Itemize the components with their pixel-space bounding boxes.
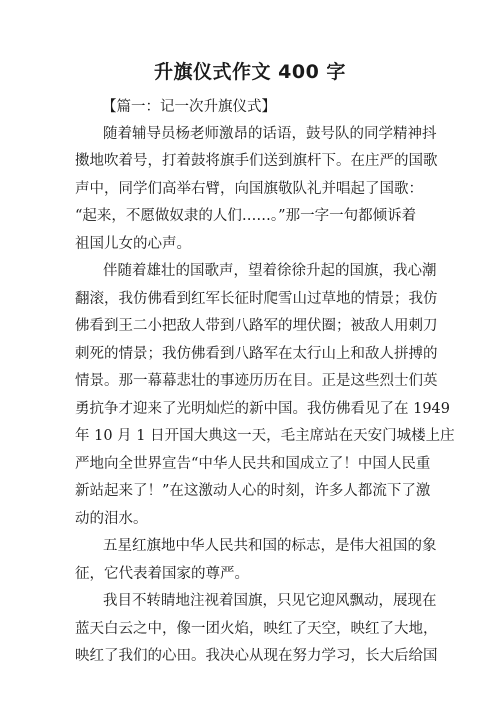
paragraph-line: 五星红旗地中华人民共和国的标志，是伟大祖国的象: [103, 538, 437, 554]
paragraph-line: 刺死的情景；我仿佛看到八路军在太行山上和敌人拼搏的: [75, 346, 438, 362]
paragraph-line: 勇抗争才迎来了光明灿烂的新中国。我仿佛看见了在 1949: [75, 401, 451, 417]
paragraph-line: 新站起来了！”在这激动人心的时刻，许多人都流下了激: [75, 483, 431, 499]
paragraph-line: 佛看到王二小把敌人带到八路军的埋伏圈；被敌人用刺刀: [75, 318, 438, 334]
paragraph-line: 严地向全世界宣告“中华人民共和国成立了！中国人民重: [75, 456, 431, 472]
paragraph-line: 擞地吹着号，打着鼓将旗手们送到旗杆下。在庄严的国歌: [75, 153, 438, 169]
paragraph-line: 翻滚，我仿佛看到红军长征时爬雪山过草地的情景；我仿: [75, 291, 438, 307]
paragraph-line: “起来，不愿做奴隶的人们……。”那一字一句都倾诉着: [75, 208, 417, 224]
paragraph-line: 征，它代表着国家的尊严。: [75, 566, 249, 582]
paragraph-line: 声中，同学们高举右臂，向国旗敬队礼并唱起了国歌：: [75, 181, 423, 197]
page-title: 升旗仪式作文 400 字: [154, 61, 346, 83]
section-heading: 【篇一：记一次升旗仪式】: [102, 99, 276, 115]
paragraph-line: 祖国儿女的心声。: [75, 236, 191, 252]
paragraph-line: 蓝天白云之中，像一团火焰，映红了天空，映红了大地，: [75, 621, 438, 637]
paragraph-line: 我目不转睛地注视着国旗，只见它迎风飘动，展现在: [103, 593, 437, 609]
paragraph-line: 年 10 月 1 日开国大典这一天，毛主席站在天安门城楼上庄: [75, 428, 455, 444]
paragraph-line: 随着辅导员杨老师激昂的话语，鼓号队的同学精神抖: [103, 126, 437, 142]
paragraph-line: 映红了我们的心田。我决心从现在努力学习，长大后给国: [75, 648, 438, 664]
paragraph-line: 动的泪水。: [75, 511, 148, 527]
paragraph-line: 伴随着雄壮的国歌声，望着徐徐升起的国旗，我心潮: [103, 263, 437, 279]
paragraph-line: 情景。那一幕幕悲壮的事迹历历在目。正是这些烈士们英: [75, 373, 438, 389]
